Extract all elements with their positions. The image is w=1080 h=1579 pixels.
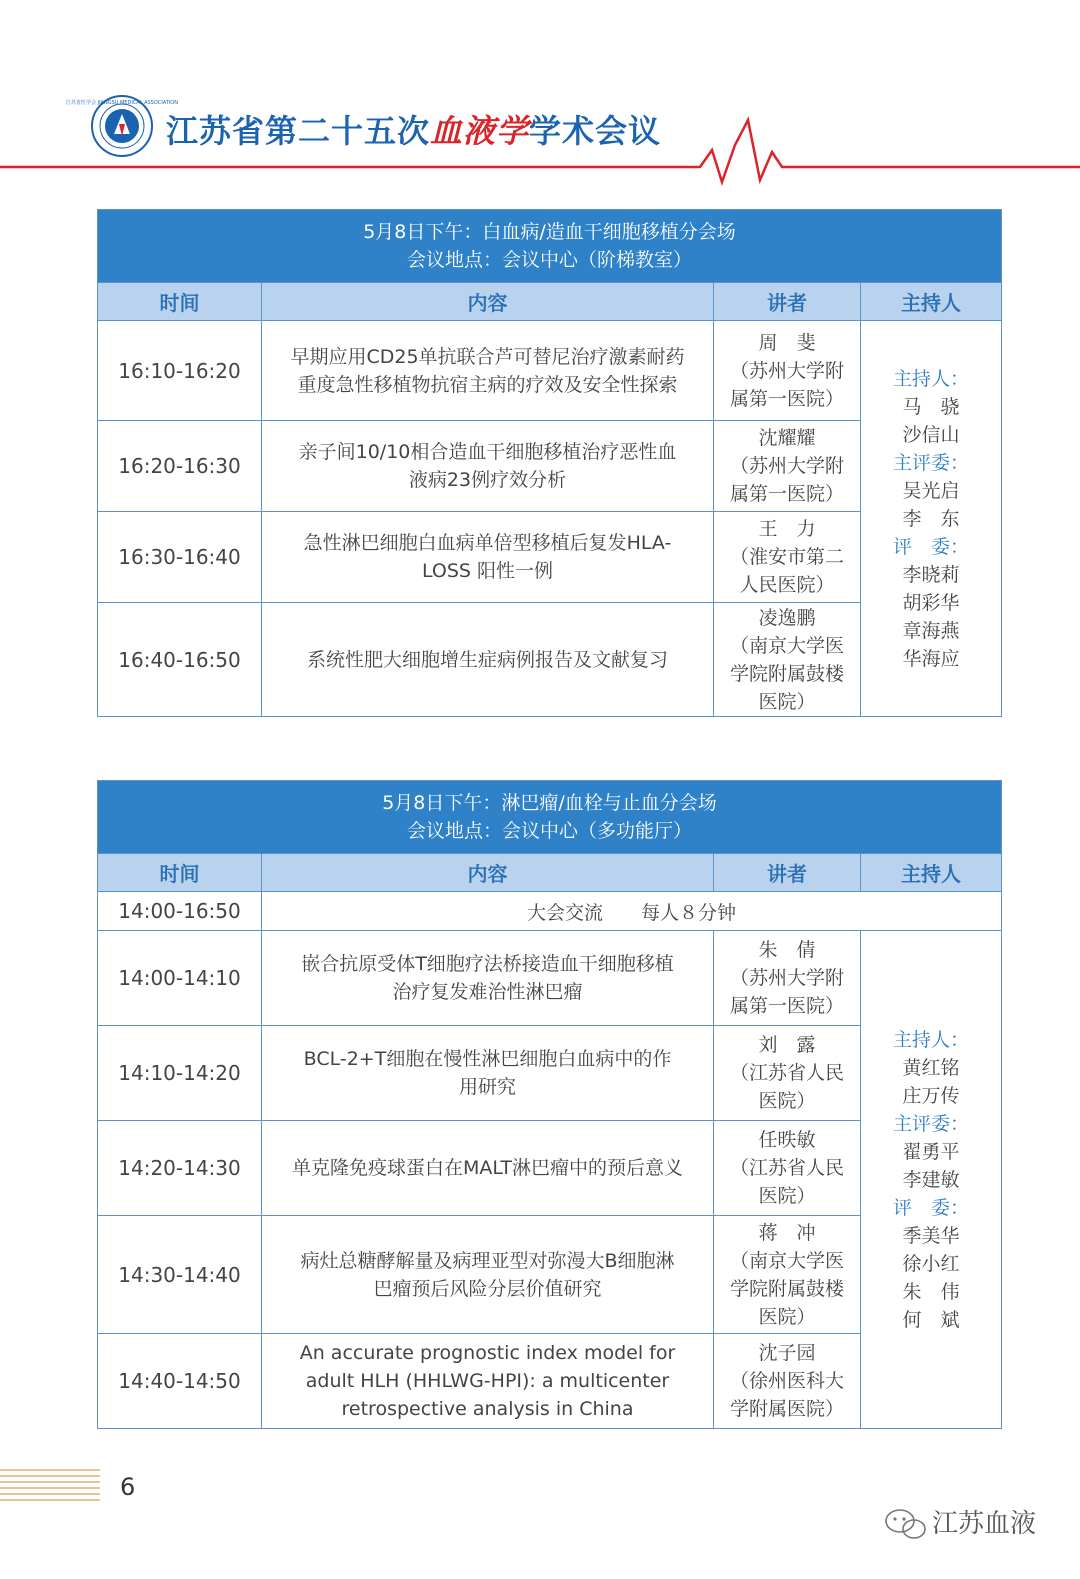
speaker-affiliation: 医院）: [758, 1185, 816, 1207]
host-name: 黄红铭: [902, 1056, 960, 1079]
host-name: 朱 伟: [902, 1280, 960, 1303]
content-line: 急性淋巴细胞白血病单倍型移植后复发HLA-: [303, 532, 672, 554]
col-host: 主持人: [861, 283, 1002, 321]
speaker-name: 凌逸鹏: [758, 606, 816, 629]
col-content: 内容: [262, 283, 714, 321]
host-role: 主持人：: [893, 1028, 970, 1051]
row-content: [262, 512, 714, 603]
host-name: 胡彩华: [902, 591, 960, 614]
content-line: 亲子间10/10相合造血干细胞移植治疗恶性血: [298, 441, 677, 463]
row-speaker: [714, 421, 861, 512]
row-content: [262, 421, 714, 512]
host-name: 李 东: [902, 507, 960, 530]
page-header: [0, 0, 1080, 200]
row-time: 14:00-14:10: [98, 931, 262, 1026]
content-line: adult HLH (HHLWG-HPI): a multicenter: [305, 1370, 670, 1392]
speaker-affiliation: 属第一医院）: [729, 995, 844, 1017]
row-time: 16:40-16:50: [98, 603, 262, 717]
session2-column-header: [98, 854, 1002, 892]
speaker-name: 任昳敏: [758, 1129, 816, 1151]
page-number: 6: [120, 1473, 136, 1501]
row-speaker: [714, 931, 861, 1026]
host-name: 沙信山: [902, 423, 960, 446]
row-time: 14:30-14:40: [98, 1216, 262, 1334]
content-line: 巴瘤预后风险分层价值研究: [373, 1277, 602, 1300]
association-logo-icon: [66, 94, 178, 158]
session1-schedule-table: [97, 209, 1002, 717]
session1-column-header: [98, 283, 1002, 321]
row-time: 14:10-14:20: [98, 1026, 262, 1121]
content-line: LOSS 阳性一例: [421, 560, 554, 582]
row-speaker: [714, 1334, 861, 1429]
session1-title: 5月8日下午：白血病/造血干细胞移植分会场: [363, 221, 736, 243]
content-line: 治疗复发难治性淋巴瘤: [392, 981, 583, 1003]
speaker-name: 沈耀耀: [758, 427, 816, 449]
speaker-name: 王 力: [758, 518, 816, 540]
speaker-affiliation: 人民医院）: [739, 574, 835, 596]
host-name: 何 斌: [902, 1308, 960, 1331]
session2-venue: 会议地点：会议中心（多功能厅）: [407, 820, 693, 842]
host-name: 华海应: [902, 647, 960, 670]
speaker-affiliation: 医院）: [758, 1090, 816, 1112]
content-line: 嵌合抗原受体T细胞疗法桥接造血干细胞移植: [301, 953, 674, 975]
row-content: [262, 1216, 714, 1334]
row-content: [262, 931, 714, 1026]
host-name: 马 骁: [902, 395, 960, 418]
title-part2: 学术会议: [529, 112, 662, 150]
plenary-row: [98, 892, 1002, 931]
row-content: [262, 1121, 714, 1216]
speaker-name: 周 斐: [758, 331, 816, 354]
content-line: 系统性肥大细胞增生症病例报告及文献复习: [306, 648, 668, 671]
row-content: [262, 1334, 714, 1429]
host-name: 吴光启: [902, 479, 960, 502]
row-speaker: [714, 321, 861, 421]
speaker-affiliation: （徐州医科大: [729, 1370, 844, 1392]
speaker-affiliation: 属第一医院）: [729, 483, 844, 505]
session2-title: 5月8日下午：淋巴瘤/血栓与止血分会场: [382, 792, 717, 814]
row-time: 16:30-16:40: [98, 512, 262, 603]
session1-banner: [98, 210, 1002, 283]
session1-hosts: [861, 321, 1002, 717]
row-content: [262, 603, 714, 717]
title-accent: 血液学: [430, 112, 530, 150]
col-content: 内容: [262, 854, 714, 892]
host-name: 季美华: [902, 1224, 960, 1247]
col-time: 时间: [98, 854, 262, 892]
speaker-name: 沈子园: [758, 1342, 816, 1364]
col-host: 主持人: [861, 854, 1002, 892]
speaker-affiliation: （江苏省人民: [729, 1062, 844, 1084]
speaker-affiliation: 医院）: [758, 690, 816, 713]
row-speaker: [714, 1216, 861, 1334]
session2-hosts: [861, 931, 1002, 1429]
speaker-affiliation: 属第一医院）: [729, 387, 844, 410]
speaker-affiliation: （苏州大学附: [729, 359, 844, 382]
host-name: 李建敏: [902, 1168, 960, 1191]
content-line: 用研究: [458, 1076, 516, 1098]
logo-text: 江苏省医学会 JIANGSU MEDICAL ASSOCIATION: [66, 100, 178, 106]
row-content: [262, 321, 714, 421]
host-role: 主评委：: [893, 451, 970, 474]
row-speaker: [714, 603, 861, 717]
content-line: 早期应用CD25单抗联合芦可替尼治疗激素耐药: [290, 345, 685, 368]
host-name: 章海燕: [902, 619, 960, 642]
content-line: An accurate prognostic index model for: [299, 1342, 676, 1364]
plenary-content: 大会交流 每人８分钟: [262, 892, 1002, 931]
row-speaker: [714, 1026, 861, 1121]
row-content: [262, 1026, 714, 1121]
host-name: 翟勇平: [902, 1140, 960, 1163]
host-role: 评 委：: [893, 1196, 970, 1219]
row-time: 14:40-14:50: [98, 1334, 262, 1429]
content-line: retrospective analysis in China: [341, 1398, 634, 1420]
footer-stripes-decoration: [0, 1466, 100, 1506]
watermark-text: 江苏血液: [932, 1509, 1037, 1539]
col-time: 时间: [98, 283, 262, 321]
host-name: 庄万传: [902, 1084, 960, 1107]
content-line: 重度急性移植物抗宿主病的疗效及安全性探索: [297, 373, 678, 396]
host-name: 徐小红: [902, 1252, 960, 1275]
row-time: 16:10-16:20: [98, 321, 262, 421]
speaker-affiliation: （苏州大学附: [729, 455, 844, 477]
content-line: 液病23例疗效分析: [408, 469, 567, 491]
speaker-affiliation: 学院附属鼓楼: [729, 662, 844, 685]
speaker-affiliation: （江苏省人民: [729, 1157, 844, 1179]
speaker-affiliation: 医院）: [758, 1305, 816, 1328]
session2-schedule-table: [97, 780, 1002, 1429]
speaker-affiliation: （淮安市第二: [729, 546, 844, 568]
col-speaker: 讲者: [714, 854, 861, 892]
content-line: 单克隆免疫球蛋白在MALT淋巴瘤中的预后意义: [292, 1157, 683, 1179]
host-role: 评 委：: [893, 535, 970, 558]
col-speaker: 讲者: [714, 283, 861, 321]
table-row: [98, 931, 1002, 1026]
session1-venue: 会议地点：会议中心（阶梯教室）: [407, 249, 693, 271]
content-line: BCL-2+T细胞在慢性淋巴细胞白血病中的作: [303, 1048, 672, 1070]
speaker-name: 蒋 冲: [758, 1221, 816, 1244]
speaker-affiliation: （苏州大学附: [729, 967, 844, 989]
content-line: 病灶总糖酵解量及病理亚型对弥漫大B细胞淋: [300, 1249, 675, 1272]
speaker-affiliation: 学附属医院）: [729, 1398, 844, 1420]
row-time: 16:20-16:30: [98, 421, 262, 512]
row-speaker: [714, 512, 861, 603]
speaker-name: 朱 倩: [758, 939, 816, 961]
host-name: 李晓莉: [902, 563, 960, 586]
speaker-affiliation: 学院附属鼓楼: [729, 1277, 844, 1300]
page-title: [166, 106, 661, 152]
speaker-name: 刘 露: [758, 1034, 816, 1056]
speaker-affiliation: （南京大学医: [729, 1249, 844, 1272]
row-speaker: [714, 1121, 861, 1216]
table-row: [98, 321, 1002, 421]
row-time: 14:20-14:30: [98, 1121, 262, 1216]
title-part1: 江苏省第二十五次: [166, 112, 431, 150]
row-time: 14:00-16:50: [98, 892, 262, 931]
speaker-affiliation: （南京大学医: [729, 634, 844, 657]
session2-banner: [98, 781, 1002, 854]
host-role: 主持人：: [893, 367, 970, 390]
host-role: 主评委：: [893, 1112, 970, 1135]
